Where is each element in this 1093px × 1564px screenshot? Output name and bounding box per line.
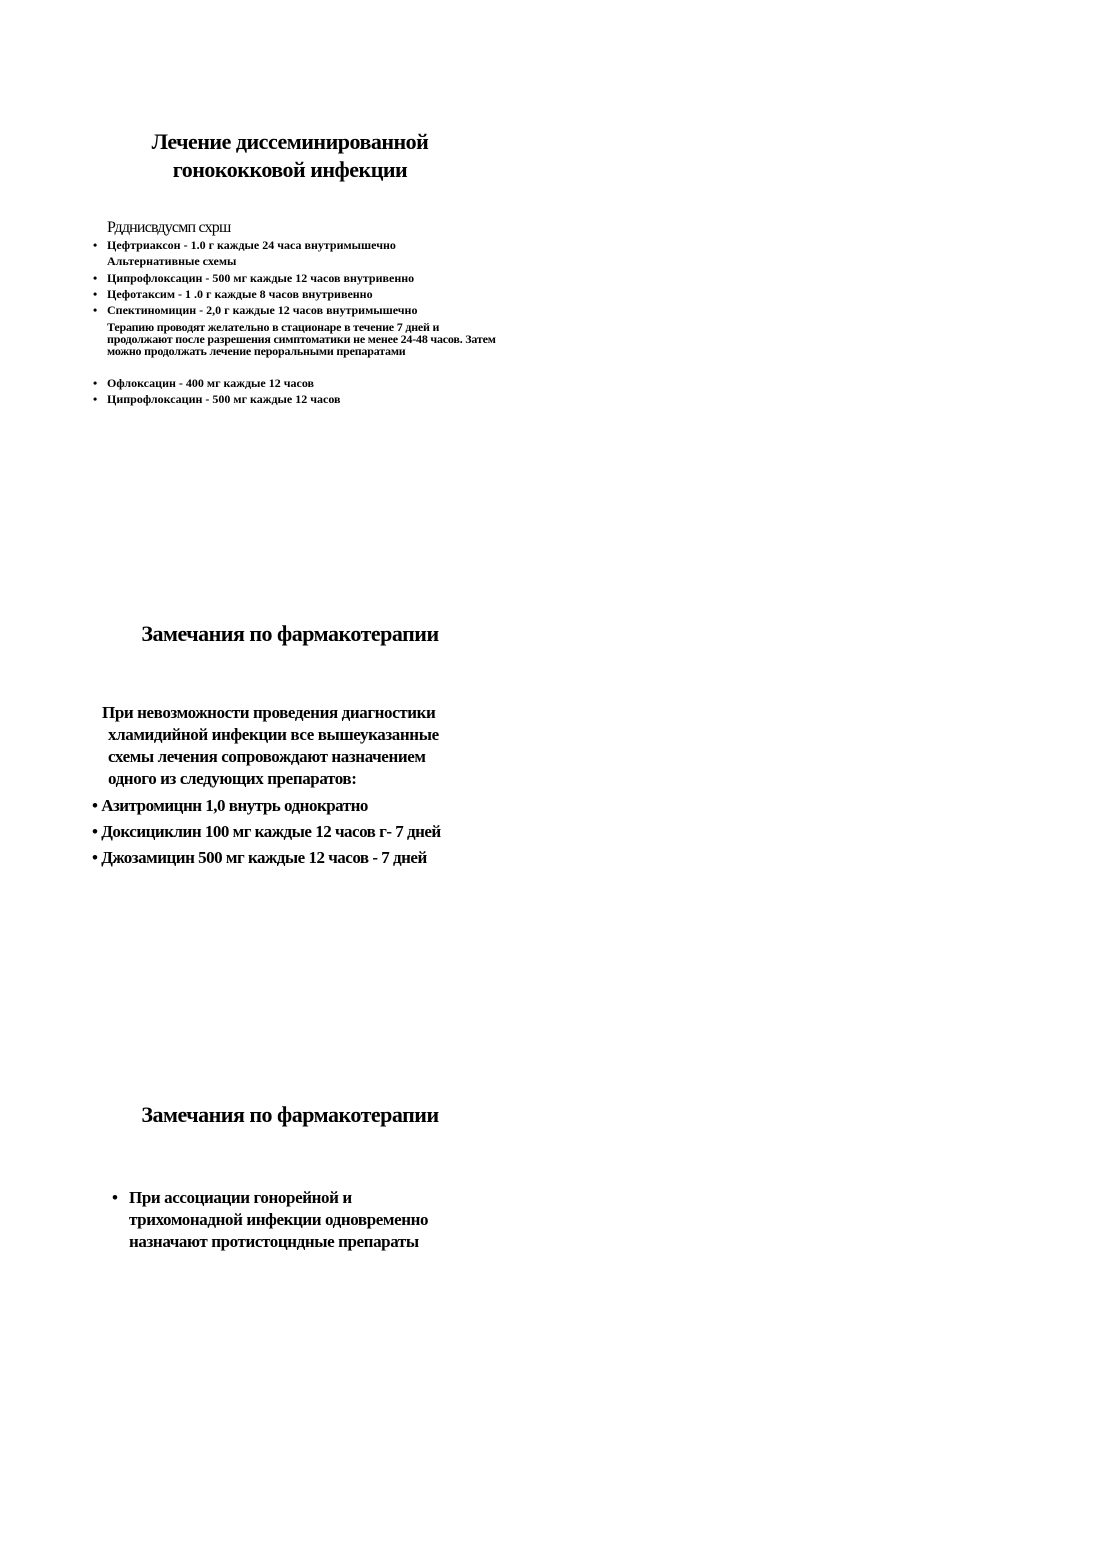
list-item-text: Джозамицин 500 мг каждые 12 часов - 7 дней <box>101 848 427 867</box>
slide-3 <box>0 1085 1093 1385</box>
slide-3-title: Замечания по фармакотерапии <box>141 1102 439 1127</box>
bullet-icon: • <box>92 848 98 867</box>
list-item <box>112 1187 492 1253</box>
list-item-line: При ассоциации гонорейной и <box>129 1188 352 1207</box>
slide-2 <box>0 600 1093 980</box>
chlamydia-paragraph <box>102 702 492 790</box>
bullet-icon: • <box>93 238 98 252</box>
list-item-line: назначают протистоцндные препараты <box>129 1232 419 1251</box>
bullet-icon: • <box>93 303 98 317</box>
bullet-icon: • <box>92 822 98 841</box>
paragraph-line: При невозможности проведения диагностики <box>102 703 436 722</box>
list-item: Цефтриаксон - 1.0 г каждые 24 часа внутримышечно <box>107 238 396 252</box>
list-item-text: Азитромицнн 1,0 внутрь однократно <box>101 796 368 815</box>
slide-1-title <box>90 128 490 184</box>
list-item <box>92 822 441 842</box>
slide-1 <box>0 0 1093 540</box>
slide-2-title: Замечания по фармакотерапии <box>141 621 439 646</box>
bullet-icon: • <box>92 796 98 815</box>
list-item: Ципрофлоксацин - 500 мг каждые 12 часов <box>107 392 341 406</box>
bullet-icon: • <box>93 287 98 301</box>
list-item: Цефотаксим - 1 .0 г каждые 8 часов внутривенно <box>107 287 373 301</box>
list-item: Офлоксацин - 400 мг каждые 12 часов <box>107 376 314 390</box>
list-item: Ципрофлоксацин - 500 мг каждые 12 часов внутривенно <box>107 271 415 285</box>
list-item: Спектиномицин - 2,0 г каждые 12 часов внутримышечно <box>107 303 418 317</box>
bullet-icon: • <box>93 392 98 406</box>
list-item-text: Доксициклин 100 мг каждые 12 часов г- 7 дней <box>101 822 441 841</box>
list-item <box>92 796 368 816</box>
therapy-paragraph: Терапию проводят желательно в стационаре в течение 7 дней и продолжают после разрешения симптоматики не менее 24-48 часов. Затем можно продолжать лечение пероральными препаратами <box>107 320 496 358</box>
bullet-icon: • <box>93 271 98 285</box>
paragraph-line: схемы лечения сопровождают назначением <box>108 747 426 766</box>
paragraph-line: одного из следующих препаратов: <box>108 769 357 788</box>
list-item <box>92 848 427 868</box>
bullet-icon: • <box>112 1188 118 1207</box>
bullet-icon: • <box>93 376 98 390</box>
list-item-line: трихомонадной инфекции одновременно <box>129 1210 429 1229</box>
title-line-2: гонококковой инфекции <box>172 157 408 182</box>
title-line-1: Лечение диссеминированной <box>151 129 429 154</box>
paragraph-line: хламидийной инфекции все вышеуказанные <box>108 725 439 744</box>
alt-label: Альтернативные схемы <box>107 254 237 268</box>
slide-1-subtitle: Рддниcвдусмп схрш <box>107 219 231 236</box>
